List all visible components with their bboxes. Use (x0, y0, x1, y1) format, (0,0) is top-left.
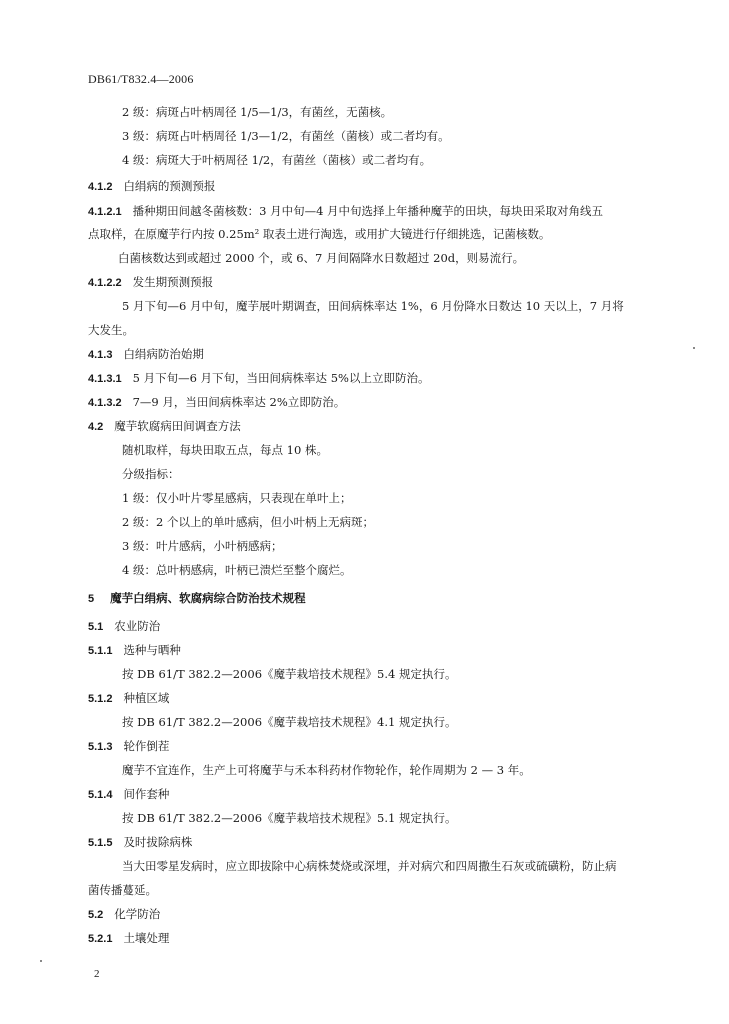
page-number: 2 (94, 968, 100, 980)
grade-4-line: 4 级：总叶柄感病，叶柄已溃烂至整个腐烂。 (122, 563, 352, 577)
section-4-2 (88, 419, 241, 434)
section-number: 4.1.2.1 (88, 206, 122, 218)
paragraph-continuation: 大发生。 (88, 323, 134, 337)
standard-code-header: DB61/T832.4—2006 (88, 72, 194, 86)
section-title: 农业防治 (114, 619, 161, 633)
section-number: 4.1.3.2 (88, 397, 122, 409)
section-5-1-2 (88, 691, 169, 706)
section-4-1-2-2 (88, 275, 213, 290)
section-4-1-2-1 (88, 204, 603, 219)
section-title: 选种与晒种 (123, 643, 181, 657)
section-number: 5.1.5 (88, 837, 113, 849)
grade-4-line: 4 级：病斑大于叶柄周径 1/2，有菌丝（菌核）或二者均有。 (122, 153, 432, 167)
section-5-2 (88, 907, 160, 922)
section-title: 化学防治 (114, 907, 161, 921)
section-4-1-3-1 (88, 371, 429, 386)
paragraph-text: 白菌核数达到或超过 2000 个，或 6、7 月间隔降水日数超过 20d，则易流行。 (118, 251, 525, 265)
paragraph-text: 魔芋不宜连作，生产上可将魔芋与禾本科药材作物轮作，轮作周期为 2 — 3 年。 (122, 763, 531, 777)
grade-3-line: 3 级：叶片感病，小叶柄感病； (122, 539, 283, 553)
grade-3-line: 3 级：病斑占叶柄周径 1/3—1/2，有菌丝（菌核）或二者均有。 (122, 129, 450, 143)
section-title: 魔芋软腐病田间调查方法 (114, 419, 241, 433)
section-number: 5.2 (88, 909, 104, 921)
section-title: 轮作倒茬 (123, 739, 170, 753)
section-5-1-3 (88, 739, 169, 754)
section-number: 4.1.2.2 (88, 277, 122, 289)
section-number: 5.1.3 (88, 741, 113, 753)
section-title: 种植区域 (123, 691, 170, 705)
section-number: 4.1.3.1 (88, 373, 122, 385)
section-number: 5 (88, 593, 95, 605)
chapter-5-heading (88, 591, 306, 606)
section-title: 白绢病防治始期 (123, 347, 204, 361)
scan-speck (40, 960, 42, 962)
section-5-1 (88, 619, 160, 634)
section-5-1-4 (88, 787, 169, 802)
scan-speck (693, 347, 695, 349)
section-title: 白绢病的预测预报 (123, 179, 216, 193)
paragraph-text: 按 DB 61/T 382.2—2006《魔芋栽培技术规程》4.1 规定执行。 (122, 715, 457, 729)
section-number: 4.1.3 (88, 349, 113, 361)
paragraph-text: 随机取样，每块田取五点，每点 10 株。 (122, 443, 328, 457)
section-number: 5.1.1 (88, 645, 113, 657)
paragraph-text: 当大田零星发病时，应立即拔除中心病株焚烧或深埋，并对病穴和四周撒生石灰或硫磺粉，防止病 (122, 859, 617, 873)
section-number: 5.2.1 (88, 933, 113, 945)
paragraph-text: 5 月下旬—6 月下旬，当田间病株率达 5%以上立即防治。 (132, 371, 430, 385)
grade-2-line: 2 级：病斑占叶柄周径 1/5—1/3，有菌丝，无菌核。 (122, 105, 393, 119)
paragraph-text: 按 DB 61/T 382.2—2006《魔芋栽培技术规程》5.4 规定执行。 (122, 667, 457, 681)
section-5-1-1 (88, 643, 181, 658)
grade-1-line: 1 级：仅小叶片零星感病，只表现在单叶上； (122, 491, 352, 505)
section-title: 魔芋白绢病、软腐病综合防治技术规程 (110, 591, 306, 605)
section-title: 间作套种 (123, 787, 170, 801)
section-number: 5.1 (88, 621, 104, 633)
section-number: 5.1.4 (88, 789, 113, 801)
section-title: 土壤处理 (123, 931, 170, 945)
section-4-1-3 (88, 347, 204, 362)
section-4-1-3-2 (88, 395, 345, 410)
section-5-2-1 (88, 931, 169, 946)
paragraph-continuation: 菌传播蔓延。 (88, 883, 157, 897)
grade-2-line: 2 级：2 个以上的单叶感病，但小叶柄上无病斑； (122, 515, 374, 529)
paragraph-text: 播种期田间越冬菌核数：3 月中旬—4 月中旬选择上年播种魔芋的田块，每块田采取对角线五 (132, 204, 604, 218)
paragraph-text: 7—9 月，当田间病株率达 2%立即防治。 (132, 395, 346, 409)
section-number: 4.1.2 (88, 181, 113, 193)
section-5-1-5 (88, 835, 192, 850)
section-title: 及时拔除病株 (123, 835, 193, 849)
paragraph-text: 5 月下旬—6 月中旬，魔芋展叶期调查，田间病株率达 1%，6 月份降水日数达 10 天以上，7 月将 (122, 299, 624, 313)
section-number: 4.2 (88, 421, 104, 433)
section-title: 发生期预测预报 (132, 275, 214, 289)
section-number: 5.1.2 (88, 693, 113, 705)
paragraph-text: 按 DB 61/T 382.2—2006《魔芋栽培技术规程》5.1 规定执行。 (122, 811, 457, 825)
paragraph-continuation: 点取样，在原魔芋行内按 0.25m² 取表土进行淘选，或用扩大镜进行仔细挑选，记菌核数。 (88, 227, 551, 241)
section-4-1-2 (88, 179, 215, 194)
paragraph-text: 分级指标： (122, 467, 180, 481)
